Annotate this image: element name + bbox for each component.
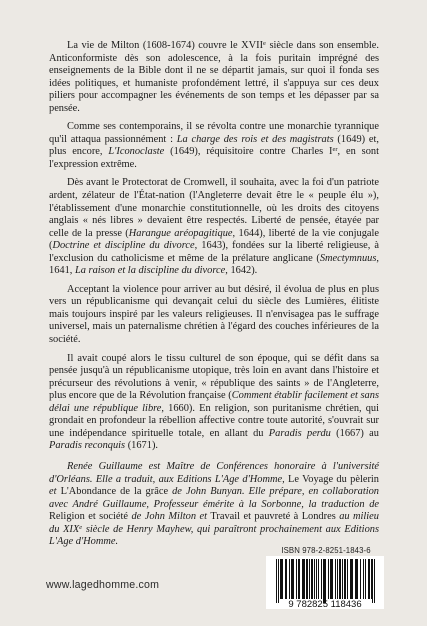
barcode-bar — [337, 559, 338, 599]
summary-segment: Paradis perdu — [268, 427, 331, 439]
barcode-bar — [289, 559, 290, 599]
summary-segment: Dès avant le Protectorat de Cromwell, il souhaita, avec la foi d'un patriote ardent, zélateur de l'État-nation (l'Angleterre devait être le « peuple élu »), l'établissement d'une monarchie constitutionnelle, où les droits des citoyens anglais « nés libres » devaient être respectés. Liberté de pensée, étayée par celle de la presse ( — [49, 177, 379, 239]
summary-segment: (1671). — [125, 440, 159, 452]
summary-paragraph — [49, 40, 379, 115]
publisher-website[interactable]: www.lagedhomme.com — [46, 579, 160, 591]
summary-segment: (1649), réquisitoire contre Charles I — [164, 146, 333, 158]
summary-segment: Comment établir facilement et sans délai une république libre — [49, 390, 379, 414]
summary-segment: e — [263, 40, 266, 47]
barcode-bar — [323, 559, 326, 603]
barcode-bar — [296, 559, 297, 599]
bio-segment: de John Milton et — [128, 511, 211, 523]
barcode-bar — [335, 559, 336, 599]
barcode-bar — [342, 559, 343, 599]
barcode-bar — [318, 559, 319, 599]
barcode-bar — [374, 559, 375, 603]
summary-segment: er — [332, 146, 338, 154]
summary-segment: Il avait coupé alors le tissu culturel de son époque, qui se défit dans sa pensée jusqu'à un républicanisme utopique, très loin en avant dans l'histoire et précurseur des révolutions à venir, « république des saints » de l'Angleterre, plus encore que de la Révolution française ( — [49, 352, 379, 402]
summary-segment: , 1641, — [49, 252, 379, 277]
bio-segment: Renée Guillaume est Maître de Conférences honoraire à l'université d'Orléans. Elle a traduit, aux Editions L'Age d'Homme, — [49, 461, 379, 485]
summary-segment: , 1644), liberté de la vie conjugale ( — [49, 227, 380, 252]
summary-segment: , 1643), fondées sur la liberté religieuse, à l'exclusion du catholicisme et même de la prélature anglicane ( — [49, 240, 379, 264]
book-summary — [49, 40, 379, 459]
barcode-bar — [311, 559, 313, 599]
summary-segment: La vie de Milton (1608-1674) couvre le XVII — [67, 40, 264, 51]
summary-segment: Comme ses contemporains, il se révolta contre une monarchie tyrannique qu'il attaqua passionnément : — [49, 121, 379, 145]
barcode-bar — [355, 559, 358, 599]
bio-segment: e — [79, 523, 83, 531]
barcode-bar — [278, 559, 279, 603]
barcode-bar — [372, 559, 373, 603]
bio-segment: L'Abondance de la grâce — [60, 486, 169, 498]
barcode-bar — [285, 559, 287, 599]
barcode-bar — [350, 559, 353, 599]
barcode-bar — [291, 559, 294, 599]
barcode-bar — [276, 559, 277, 603]
summary-segment: La raison et la discipline du divorce — [74, 265, 226, 277]
barcode-bar — [360, 559, 361, 599]
summary-segment: L'Iconoclaste — [108, 146, 165, 158]
isbn-label: ISBN 978-2-8251-1843-6 — [281, 546, 371, 555]
bio-paragraph — [49, 461, 379, 549]
summary-segment: Doctrine et discipline du divorce — [52, 240, 195, 252]
barcode-bar — [344, 559, 346, 599]
barcode-bar — [321, 559, 322, 599]
summary-paragraph — [49, 284, 379, 347]
summary-paragraph — [49, 121, 379, 171]
summary-segment: , en sont l'expression extrême. — [49, 146, 379, 170]
barcode-bar — [371, 559, 372, 599]
summary-segment: , 1660). En religion, son puritanisme chrétien, qui grondait en profondeur la rébellion affective contre toute autorité, s'ouvrait sur une indépendance spirituelle totale, en allant du — [49, 402, 380, 439]
barcode-bar — [306, 559, 308, 599]
barcode-bar — [339, 559, 341, 599]
bio-segment: Religion et société — [49, 511, 129, 523]
author-biography — [49, 461, 379, 549]
summary-segment: (1667) au — [330, 427, 379, 439]
barcode-bar — [363, 559, 364, 599]
summary-segment: Paradis reconquis — [49, 440, 126, 452]
barcode-digits: 9 782825 118436 — [288, 599, 362, 609]
summary-segment: La charge des rois et des magistrats — [176, 133, 334, 145]
bio-segment: siècle de Henry Mayhew, qui paraîtront prochainement aux Editions L'Age d'Homme. — [49, 523, 380, 548]
barcode-bar — [309, 559, 310, 599]
summary-segment: Acceptant la violence pour arriver au but désiré, il évolua de plus en plus vers un républicanisme qui devançait celui du siècle des Lumières, élitiste mais toujours inspiré par les valeurs religieuses. Il n'envisagea pas le suffrage universel, mais un paternalisme chrétien à l'égard des couches inférieures de la société. — [49, 283, 379, 346]
summary-segment: , 1642). — [225, 265, 258, 277]
summary-segment: Smectymnuus — [319, 252, 377, 264]
summary-segment: (1649) et, plus encore, — [49, 133, 379, 158]
barcode-bar — [280, 559, 283, 599]
barcode-bar — [316, 559, 317, 599]
summary-paragraph — [49, 353, 379, 453]
summary-paragraph — [49, 177, 379, 277]
bio-segment: Le Voyage du pèlerin — [288, 473, 379, 485]
summary-segment: siècle dans son ensemble. Anticonformiste dès son adolescence, à la fois puritain imprégné des enseignements de la Bible dont il ne se départit jamais, sur quoi il fonda ses idées politiques, et humaniste profondément lettré, il s'appuya sur ces deux piliers pour accompagner les événements de son temps et les dépasser par sa pensée. — [49, 40, 379, 114]
barcode-bar — [368, 559, 370, 599]
barcode-bar — [314, 559, 315, 599]
barcode-bar — [302, 559, 305, 599]
barcode-bar — [347, 559, 348, 599]
bio-segment: au milieu du XIX — [49, 511, 379, 535]
bio-segment: de John Bunyan. Elle prépare, en collaboration avec André Guillaume, Professeur émérite à la Sorbonne, la traduction de — [49, 486, 379, 510]
barcode — [266, 556, 384, 609]
summary-segment: Harangue aréopagitique — [128, 227, 233, 239]
barcode-bar — [298, 559, 300, 599]
barcode-graphic — [266, 556, 384, 609]
barcode-bar — [330, 559, 333, 599]
barcode-bar — [328, 559, 329, 599]
bio-segment: et — [49, 486, 61, 498]
barcode-bar — [365, 559, 366, 599]
bio-segment: Travail et pauvreté à Londres — [210, 511, 336, 523]
